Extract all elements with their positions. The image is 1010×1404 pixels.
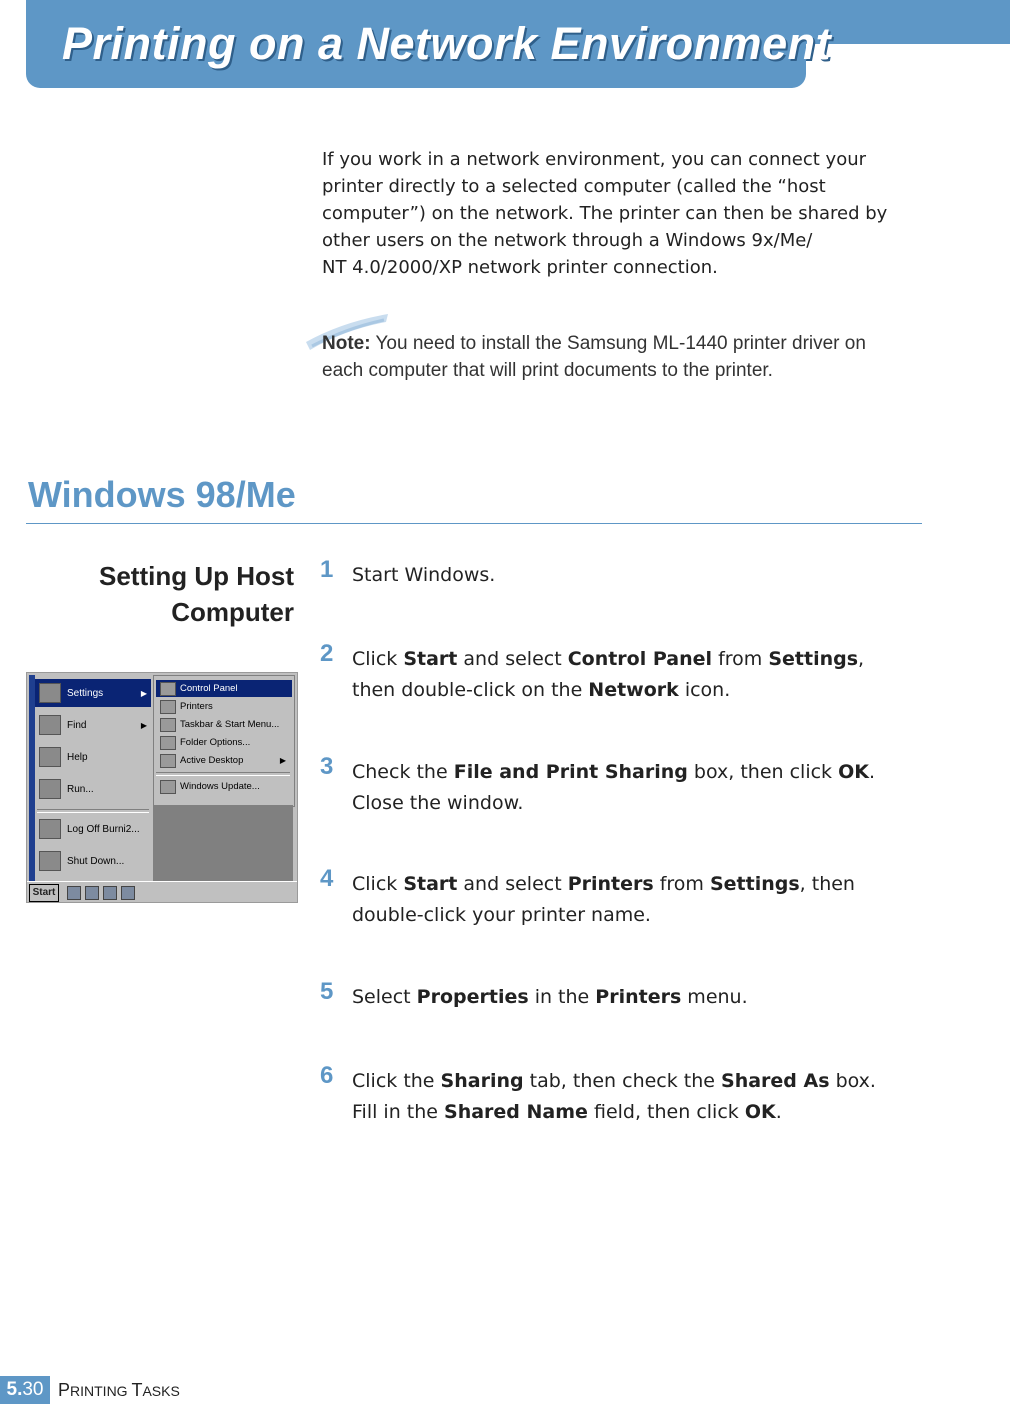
- submenu-item-taskbar: Taskbar & Start Menu...: [156, 716, 292, 733]
- control-panel-icon: [160, 682, 176, 696]
- start-menu-item-logoff: Log Off Burni2...: [35, 815, 151, 843]
- submenu-item-printers: Printers: [156, 698, 292, 715]
- note-block: [322, 330, 922, 384]
- section-title: Windows 98/Me: [28, 474, 296, 515]
- mail-icon: [85, 886, 99, 900]
- logoff-icon: [39, 819, 61, 839]
- desktop-icon: [103, 886, 117, 900]
- step-number: 4: [320, 865, 334, 892]
- submenu-item-active-desktop: Active Desktop ▶: [156, 752, 292, 769]
- step-text: Click Start and select Printers from Settings, then double-click your printer name.: [352, 873, 855, 926]
- intro-paragraph: [322, 146, 922, 281]
- chevron-right-icon: ▶: [140, 720, 147, 730]
- chevron-right-icon: ▶: [140, 688, 147, 698]
- section-divider: [26, 523, 922, 524]
- desktop-area: [153, 805, 293, 883]
- start-menu-item-shutdown: Shut Down...: [35, 847, 151, 875]
- channel-icon: [121, 886, 135, 900]
- step-number: 1: [320, 556, 334, 583]
- submenu-item-windows-update: Windows Update...: [156, 778, 292, 795]
- step-text: Select Properties in the Printers menu.: [352, 986, 748, 1008]
- start-menu-item-run: Run...: [35, 775, 151, 803]
- step-number: 3: [320, 753, 334, 780]
- run-icon: [39, 779, 61, 799]
- chevron-right-icon: ▶: [279, 756, 286, 765]
- step-text: Click the Sharing tab, then check the Shared As box. Fill in the Shared Name field, then click OK.: [352, 1070, 876, 1123]
- subsection-heading-line: Computer: [171, 597, 294, 627]
- taskbar: [27, 881, 297, 903]
- subsection-heading: [99, 558, 294, 630]
- intro-line: If you work in a network environment, you can connect your: [322, 149, 867, 170]
- subsection-heading-line: Setting Up Host: [99, 561, 294, 591]
- step-number: 6: [320, 1062, 334, 1089]
- shutdown-icon: [39, 851, 61, 871]
- start-menu-item-find: Find ▶: [35, 711, 151, 739]
- intro-line: NT 4.0/2000/XP network printer connection.: [322, 257, 718, 278]
- submenu-item-folder-options: Folder Options...: [156, 734, 292, 751]
- title-banner-strip: [806, 0, 1010, 44]
- note-text: each computer that will print documents to the printer.: [322, 360, 773, 381]
- menu-separator: [37, 809, 149, 813]
- find-icon: [39, 715, 61, 735]
- start-menu-screenshot: [26, 672, 298, 903]
- page-number: 5.30: [0, 1376, 50, 1404]
- page-title: Printing on a Network Environment: [62, 18, 832, 69]
- start-menu-item-help: Help: [35, 743, 151, 771]
- settings-icon: [39, 683, 61, 703]
- intro-line: printer directly to a selected computer (called the “host: [322, 176, 826, 197]
- settings-submenu: [153, 675, 295, 807]
- submenu-item-control-panel: Control Panel: [156, 680, 292, 697]
- chapter-label: PRINTING TASKS: [58, 1380, 180, 1400]
- intro-line: computer”) on the network. The printer can then be shared by: [322, 203, 888, 224]
- printer-icon: [160, 700, 176, 714]
- taskbar-icon: [160, 718, 176, 732]
- intro-line: other users on the network through a Windows 9x/Me/: [322, 230, 813, 251]
- help-icon: [39, 747, 61, 767]
- note-label: Note:: [322, 333, 371, 354]
- start-menu-item-settings: Settings ▶: [35, 679, 151, 707]
- step-text: Start Windows.: [352, 564, 496, 586]
- menu-separator: [156, 772, 290, 776]
- folder-icon: [160, 736, 176, 750]
- desktop-icon: [160, 754, 176, 768]
- step-number: 2: [320, 640, 334, 667]
- step-number: 5: [320, 978, 334, 1005]
- step-text: Click Start and select Control Panel from Settings, then double-click on the Network icon.: [352, 648, 865, 701]
- step-text: Check the File and Print Sharing box, then click OK. Close the window.: [352, 761, 876, 814]
- browser-icon: [67, 886, 81, 900]
- start-button: Start: [29, 884, 59, 902]
- windows-update-icon: [160, 780, 176, 794]
- note-text: You need to install the Samsung ML-1440 printer driver on: [370, 333, 866, 354]
